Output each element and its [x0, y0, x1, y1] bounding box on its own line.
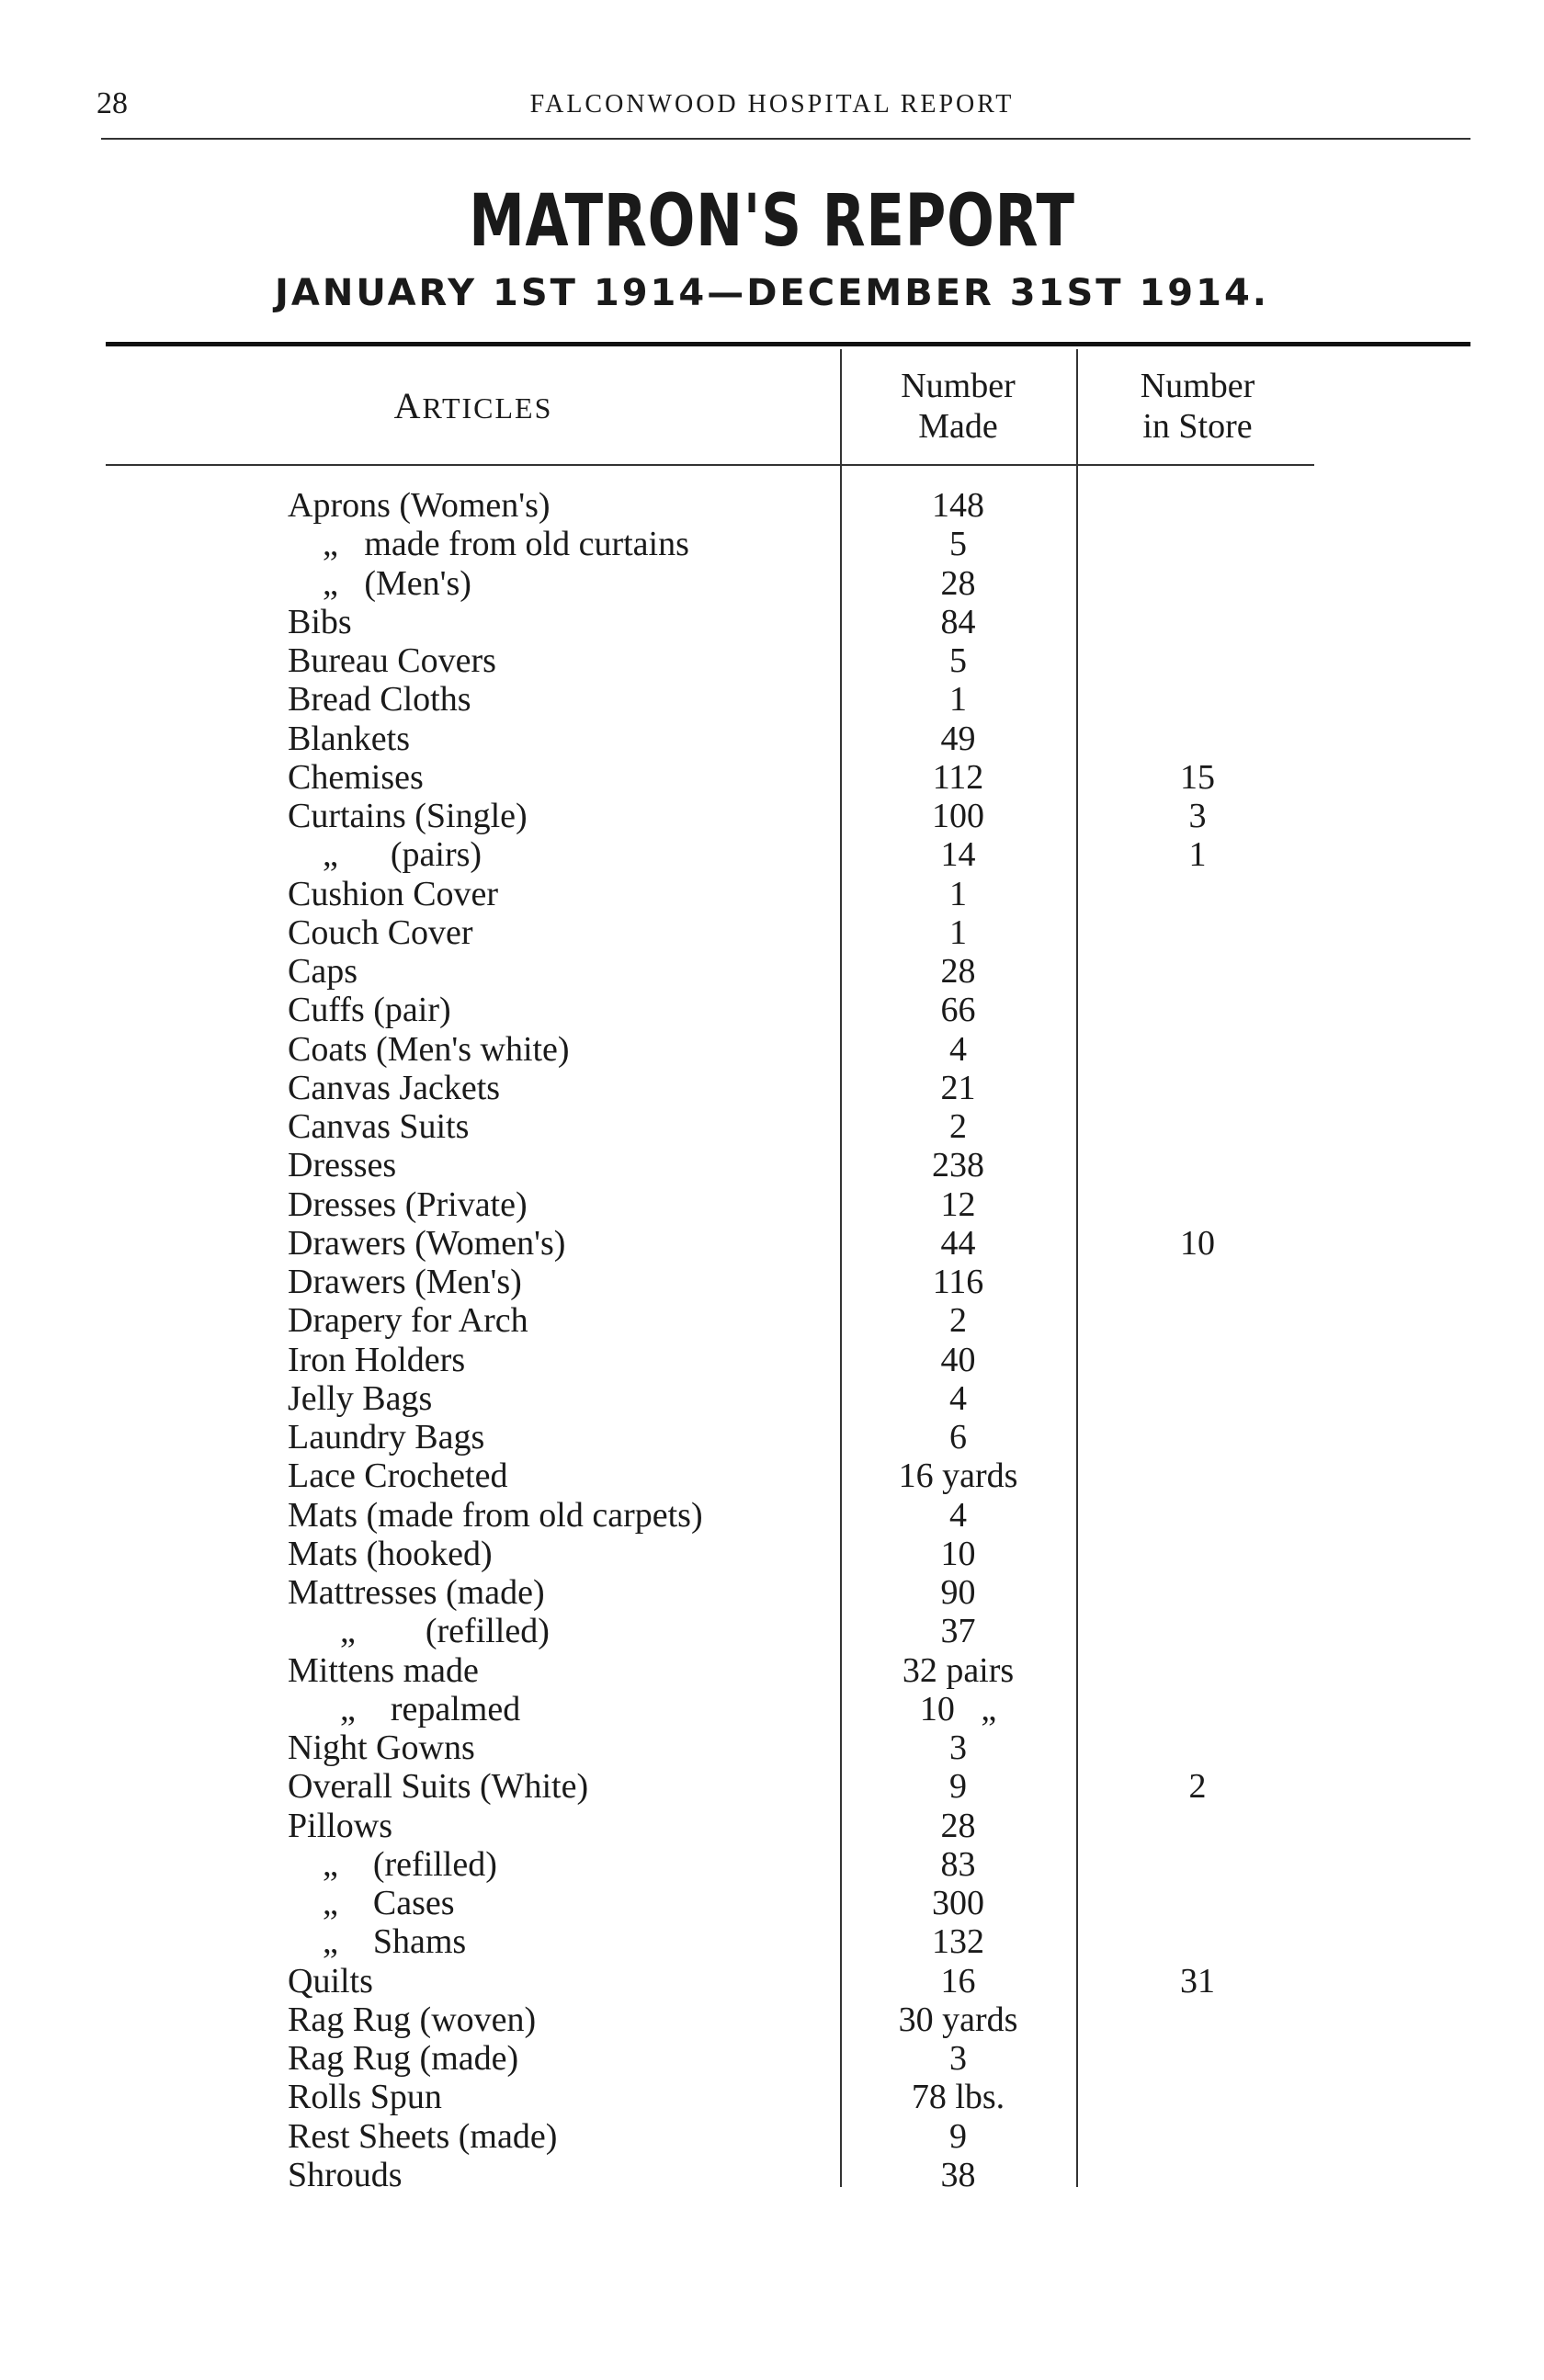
number-made: 1: [949, 874, 967, 913]
table-row: [0, 1612, 1544, 1650]
number-made: 32 pairs: [902, 1650, 1015, 1690]
table-row: [0, 1418, 1544, 1456]
table-row: [0, 758, 1544, 797]
article-name: Mats (hooked): [288, 1534, 493, 1573]
number-made: 83: [940, 1844, 976, 1884]
number-made: 9: [949, 1767, 967, 1807]
table-row: [0, 1030, 1544, 1069]
table-top-rule: [106, 342, 1470, 346]
table-row: [0, 720, 1544, 758]
table-row: [0, 486, 1544, 525]
number-made: 28: [940, 1806, 976, 1845]
article-name: „ Shams: [288, 1922, 467, 1962]
article-name: Shrouds: [288, 2155, 403, 2194]
article-name: Quilts: [288, 1961, 373, 2000]
article-name: Blankets: [288, 719, 410, 758]
articles-header-initial: A: [393, 385, 423, 426]
number-made: 30 yards: [898, 2000, 1018, 2039]
table-row: [0, 1301, 1544, 1340]
table-row: [0, 1496, 1544, 1535]
article-name: Cuffs (pair): [288, 991, 451, 1030]
table-row: [0, 1456, 1544, 1495]
table-row: [0, 1767, 1544, 1806]
number-made: 5: [949, 641, 967, 680]
article-name: Bibs: [288, 602, 352, 641]
number-made: 112: [932, 757, 984, 797]
article-name: „ made from old curtains: [288, 525, 689, 564]
article-name: Drawers (Women's): [288, 1223, 566, 1263]
table-row: [0, 2000, 1544, 2039]
table-header-made: [841, 366, 1075, 447]
article-name: „ repalmed: [288, 1689, 521, 1728]
article-name: Dresses (Private): [288, 1184, 528, 1224]
number-made: 1: [949, 680, 967, 720]
number-made: 1: [949, 912, 967, 952]
article-name: Laundry Bags: [288, 1418, 485, 1456]
table-row: [0, 1884, 1544, 1922]
number-made: 10: [940, 1534, 976, 1573]
table-row: [0, 1728, 1544, 1767]
article-name: Rolls Spun: [288, 2078, 442, 2117]
article-name: Bread Cloths: [288, 680, 471, 720]
table-row: [0, 2039, 1544, 2078]
number-made: 3: [949, 2039, 967, 2078]
table-row: [0, 1573, 1544, 1612]
article-name: Mittens made: [288, 1650, 479, 1690]
table-row: [0, 797, 1544, 835]
article-name: Drapery for Arch: [288, 1301, 528, 1341]
number-made: 6: [949, 1418, 967, 1456]
number-in-store: 10: [1180, 1223, 1215, 1263]
number-made: 37: [940, 1612, 976, 1651]
made-header-line2: Made: [918, 407, 998, 446]
article-name: „ (refilled): [288, 1612, 550, 1651]
header-rule-made: [841, 464, 1077, 466]
table-row: [0, 1651, 1544, 1690]
number-made: 9: [949, 2116, 967, 2156]
table-row: [0, 1962, 1544, 2000]
table-row: [0, 1224, 1544, 1263]
table-row: [0, 1690, 1544, 1728]
number-made: 12: [940, 1184, 976, 1224]
article-name: Canvas Suits: [288, 1107, 470, 1146]
number-made: 3: [949, 1728, 967, 1767]
number-made: 4: [949, 1378, 967, 1418]
article-name: Jelly Bags: [288, 1378, 433, 1418]
article-name: Iron Holders: [288, 1340, 466, 1379]
number-made: 4: [949, 1495, 967, 1535]
number-made: 16 yards: [898, 1456, 1018, 1496]
article-name: Drawers (Men's): [288, 1263, 522, 1301]
article-name: Aprons (Women's): [288, 486, 551, 525]
number-made: 49: [940, 719, 976, 758]
table-header-store: [1077, 366, 1318, 447]
article-name: „ (refilled): [288, 1844, 497, 1884]
table-row: [0, 991, 1544, 1029]
number-made: 5: [949, 525, 967, 564]
article-name: Couch Cover: [288, 912, 473, 952]
table-row: [0, 564, 1544, 603]
table-row: [0, 1146, 1544, 1184]
report-period: JANUARY 1ST 1914—DECEMBER 31ST 1914.: [275, 272, 1269, 314]
article-name: Overall Suits (White): [288, 1767, 589, 1807]
article-name: Mats (made from old carpets): [288, 1495, 703, 1535]
number-made: 148: [932, 486, 984, 525]
article-name: Rag Rug (woven): [288, 2000, 537, 2039]
number-made: 10 „: [919, 1689, 997, 1728]
table-row: [0, 1535, 1544, 1573]
number-made: 28: [940, 563, 976, 603]
store-header-line1: Number: [1140, 367, 1255, 405]
article-name: Lace Crocheted: [288, 1456, 508, 1496]
table-row: [0, 1069, 1544, 1107]
table-row: [0, 2078, 1544, 2116]
table-row: [0, 1263, 1544, 1301]
number-made: 16: [940, 1961, 976, 2000]
table-row: [0, 835, 1544, 874]
table-row: [0, 913, 1544, 952]
table-row: [0, 1845, 1544, 1884]
header-rule-store: [1077, 464, 1314, 466]
table-row: [0, 1922, 1544, 1961]
number-made: 38: [940, 2155, 976, 2194]
head-rule: [101, 138, 1470, 140]
table-row: [0, 1185, 1544, 1224]
number-in-store: 2: [1188, 1767, 1207, 1807]
article-name: Cushion Cover: [288, 874, 499, 913]
page-number: 28: [96, 86, 128, 120]
table-row: [0, 641, 1544, 680]
article-name: „ (pairs): [288, 835, 482, 875]
article-name: „ Cases: [288, 1884, 455, 1922]
article-name: Rag Rug (made): [288, 2039, 519, 2078]
number-made: 40: [940, 1340, 976, 1379]
header-rule-articles: [106, 464, 841, 466]
number-made: 100: [932, 797, 984, 835]
number-made: 84: [940, 602, 976, 641]
table-row: [0, 680, 1544, 719]
table-header-articles: [106, 384, 841, 427]
table-row: [0, 525, 1544, 563]
number-in-store: 1: [1188, 835, 1207, 875]
article-name: Rest Sheets (made): [288, 2116, 558, 2156]
article-name: Mattresses (made): [288, 1573, 545, 1612]
article-name: Canvas Jackets: [288, 1068, 501, 1107]
article-name: Bureau Covers: [288, 641, 496, 680]
report-title: MATRON'S REPORT: [469, 180, 1075, 263]
table-body: [0, 486, 1544, 2194]
number-made: 300: [932, 1884, 984, 1922]
table-row: [0, 1341, 1544, 1379]
number-made: 90: [940, 1573, 976, 1612]
table-row: [0, 1107, 1544, 1146]
number-made: 2: [949, 1301, 967, 1341]
number-made: 78 lbs.: [911, 2078, 1005, 2117]
table-row: [0, 952, 1544, 991]
number-in-store: 31: [1180, 1961, 1215, 2000]
number-made: 2: [949, 1107, 967, 1146]
store-header-line2: in Store: [1142, 407, 1253, 446]
articles-header-rest: RTICLES: [422, 391, 553, 425]
number-made: 44: [940, 1223, 976, 1263]
made-header-line1: Number: [901, 367, 1016, 405]
number-made: 14: [940, 835, 976, 875]
number-made: 4: [949, 1029, 967, 1069]
article-name: Dresses: [288, 1146, 397, 1185]
article-name: Caps: [288, 952, 358, 991]
running-head-title: FALCONWOOD HOSPITAL REPORT: [529, 90, 1015, 119]
table-row: [0, 875, 1544, 913]
table-row: [0, 2156, 1544, 2194]
table-row: [0, 2117, 1544, 2156]
article-name: „ (Men's): [288, 563, 471, 603]
table-row: [0, 1379, 1544, 1418]
article-name: Chemises: [288, 757, 424, 797]
article-name: Night Gowns: [288, 1728, 475, 1767]
article-name: Curtains (Single): [288, 797, 528, 835]
table-row: [0, 1807, 1544, 1845]
number-made: 116: [932, 1263, 984, 1301]
number-made: 21: [940, 1068, 976, 1107]
article-name: Coats (Men's white): [288, 1029, 570, 1069]
number-made: 132: [932, 1922, 984, 1962]
article-name: Pillows: [288, 1806, 393, 1845]
number-made: 28: [940, 952, 976, 991]
number-in-store: 15: [1180, 757, 1215, 797]
number-made: 238: [932, 1146, 984, 1185]
number-made: 66: [940, 991, 976, 1030]
number-in-store: 3: [1188, 797, 1207, 835]
table-row: [0, 603, 1544, 641]
